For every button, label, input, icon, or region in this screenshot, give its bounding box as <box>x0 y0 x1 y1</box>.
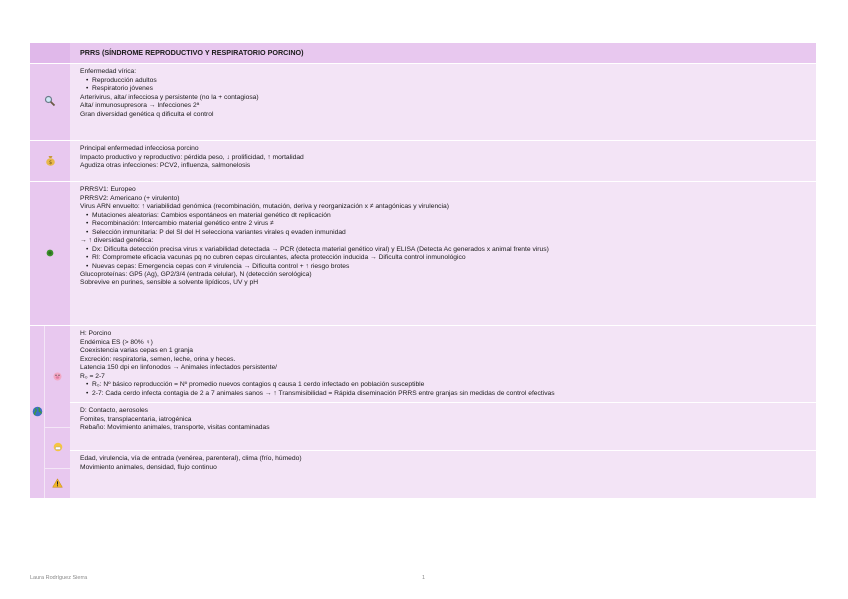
text-line: Sobrevive en purines, sensible a solvente lipídicos, UV y pH <box>80 279 259 287</box>
magnifier-icon <box>44 95 56 109</box>
bullet-list <box>80 212 806 237</box>
text-line: Agudiza otras infecciones: PCV2, influenza, salmonelosis <box>80 162 251 170</box>
virus-icon <box>45 248 55 260</box>
sneeze-face-icon <box>53 442 63 454</box>
text-line: Edad, virulencia, vía de entrada (venérea, parenteral), clima (frío, húmedo) <box>80 455 302 463</box>
section-impact <box>30 141 816 182</box>
list-item: • Reproducción adultos <box>86 77 806 85</box>
text-line: Enfermedad vírica: <box>80 68 137 76</box>
list-item: • Nuevas cepas: Emergencia cepas con ≠ virulencia → Dificulta control + ↑ riesgo brotes <box>86 263 806 271</box>
section-etiology <box>30 182 816 326</box>
section-content-host <box>70 326 816 403</box>
text-line: Movimiento animales, densidad, flujo continuo <box>80 463 217 471</box>
sub-icon-cell <box>45 428 70 469</box>
epidemiology-subsections <box>70 326 816 498</box>
sub-icon-cell <box>45 326 70 428</box>
bullet-list <box>80 381 806 398</box>
section-content-transmission <box>70 403 816 451</box>
pig-icon <box>52 371 63 383</box>
section-content-risk-factors <box>70 451 816 498</box>
section-icon-cell <box>30 141 70 181</box>
money-bag-icon <box>45 154 56 168</box>
warning-icon <box>52 478 63 490</box>
text-line: R₀ = 2-7 <box>80 372 105 380</box>
list-item: • RI: Compromete eficacia vacunas pq no cubren cepas circulantes, afecta protección inducida → Dificulta control inmunológico <box>86 254 806 262</box>
bullet-list <box>80 246 806 271</box>
section-definition <box>30 64 816 141</box>
text-line: Glucoproteínas: GP5 (Ag), GP2/3/4 (entrada celular), N (detección serológica) <box>80 270 312 278</box>
page-number: 1 <box>422 575 426 581</box>
text-line: PRRSV1: Europeo <box>80 186 136 194</box>
text-line: Fomites, transplacentaria, iatrogénica <box>80 415 192 423</box>
text-line: Gran diversidad genética q dificulta el control <box>80 110 214 118</box>
inner-icon-column <box>45 326 70 498</box>
text-line: Impacto productivo y reproductivo: pérdida peso, ↓ prolificidad, ↑ mortalidad <box>80 153 304 161</box>
text-line: → ↑ diversidad genética: <box>80 237 154 245</box>
section-content <box>70 64 816 140</box>
notes-table <box>30 43 816 499</box>
text-line: Alta/ inmunosupresora → Infecciones 2ª <box>80 102 200 110</box>
text-line: PRRSV2: Americano (+ virulento) <box>80 194 180 202</box>
sub-icon-cell <box>45 469 70 499</box>
list-item: • Selección inmunitaria: P del SI del H selecciona variantes virales q evaden inmunidad <box>86 229 806 237</box>
section-content <box>70 141 816 181</box>
outer-icon-cell <box>30 326 45 498</box>
list-item: • R₀: Nº básico reproducción = Nº promedio nuevos contagios q causa 1 cerdo infectado en población susceptible <box>86 381 806 389</box>
list-item: • Recombinación: Intercambio material genético entre 2 virus ≠ <box>86 220 806 228</box>
svg-text:$: $ <box>48 160 52 167</box>
header-icon-cell <box>30 43 70 63</box>
text-line: Rebaño: Movimiento animales, transporte, visitas contaminadas <box>80 423 270 431</box>
text-line: Principal enfermedad infecciosa porcino <box>80 145 199 153</box>
section-content <box>70 182 816 325</box>
list-item: • Mutaciones aleatorias: Cambios espontáneos en material genético dt replicación <box>86 212 806 220</box>
text-line: H: Porcino <box>80 330 112 338</box>
list-item: • 2-7: Cada cerdo infecta contagia de 2 a 7 animales sanos → ↑ Transmisibilidad = Rápida diseminación PRRS entre granjas sin medidas de control efectivas <box>86 390 806 398</box>
text-line: Arterivirus, alta/ infecciosa y persistente (no la + contagiosa) <box>80 93 259 101</box>
text-line: Virus ARN envuelto: ↑ variabilidad genómica (recombinación, mutación, deriva y reorganización x ≠ antagónicas y virulencia) <box>80 203 449 211</box>
table-header-row <box>30 43 816 64</box>
globe-icon <box>32 406 43 419</box>
text-line: Coexistencia varias cepas en 1 granja <box>80 347 194 355</box>
text-line: Latencia 150 dpi en linfonodos → Animales infectados persistente/ <box>80 364 278 372</box>
text-line: Endémica ES (> 80% ♀) <box>80 338 153 346</box>
section-icon-cell <box>30 326 70 498</box>
bullet-list <box>80 77 806 94</box>
section-icon-cell <box>30 64 70 140</box>
section-icon-cell <box>30 182 70 325</box>
section-epidemiology <box>30 326 816 499</box>
page-title: PRRS (SÍNDROME REPRODUCTIVO Y RESPIRATORIO PORCINO) <box>70 43 816 63</box>
list-item: • Respiratorio jóvenes <box>86 85 806 93</box>
text-line: Excreción: respiratoria, semen, leche, orina y heces. <box>80 355 236 363</box>
text-line: D: Contacto, aerosoles <box>80 407 149 415</box>
footer-author: Laura Rodríguez Sierra <box>30 575 88 581</box>
list-item: • Dx: Dificulta detección precisa virus x variabilidad detectada → PCR (detecta material genético viral) y ELISA (Detecta Ac generados x animal frente virus) <box>86 246 806 254</box>
